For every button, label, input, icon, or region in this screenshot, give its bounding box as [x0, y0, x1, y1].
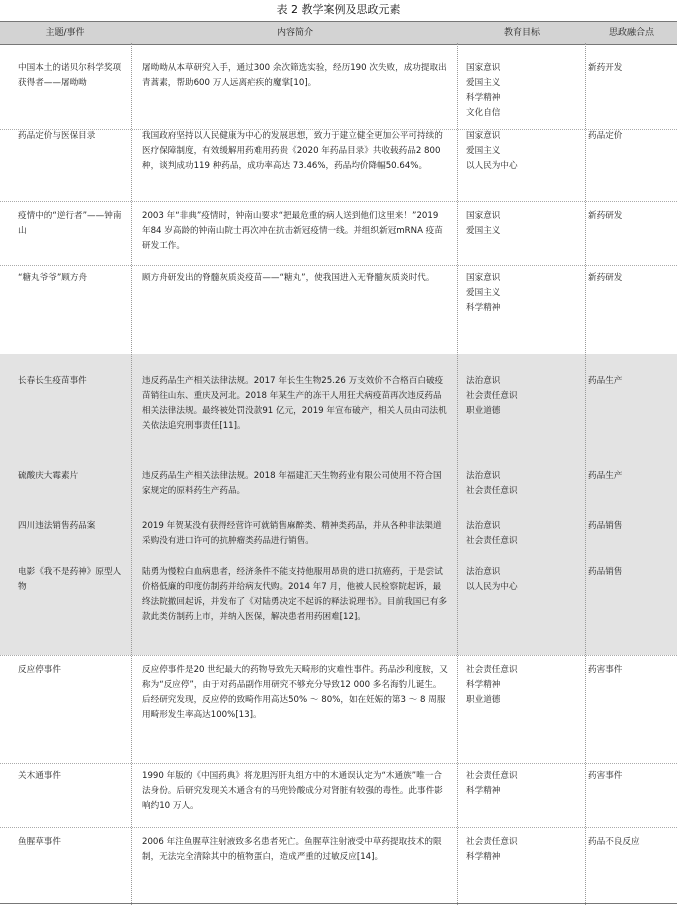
cell-topic: 疫情中的“逆行者”——钟南山: [18, 211, 122, 236]
cell-topic: 药品定价与医保目录: [18, 131, 96, 141]
cell-point: 药品生产: [588, 376, 623, 386]
cell-point: 新药研发: [588, 273, 623, 283]
cell-goal: 法治意识 社会责任意识: [466, 471, 518, 496]
cell-point: 新药研发: [588, 211, 623, 221]
cell-goal: 社会责任意识 科学精神: [466, 837, 518, 862]
header-content: 内容简介: [276, 28, 313, 38]
cell-point: 药品销售: [588, 521, 623, 531]
row-divider: [0, 655, 677, 656]
cell-topic: 电影《我不是药神》原型人物: [18, 567, 122, 592]
header-point: 思政融合点: [608, 28, 654, 38]
cell-topic: 长春长生疫苗事件: [18, 376, 87, 386]
cell-content: 违反药品生产相关法律法规。2018 年福建汇天生物药业有限公司使用不符合国家规定的原料药生产药品。: [142, 471, 442, 496]
cell-content: 我国政府坚持以人民健康为中心的发展思想，致力于建立健全更加公平可持续的医疗保障制度，有效缓解用药难用药贵《2020 年药品目录》共收载药品2 800 种，谈判成功119 种药品，成功率高达 73.46%，药品均价降幅50.64%。: [142, 131, 443, 171]
cell-topic: 鱼腥草事件: [18, 837, 61, 847]
table-row: [0, 461, 677, 511]
cell-goal: 国家意识 爱国主义: [466, 211, 501, 236]
row-divider: [0, 763, 677, 764]
table-row: [0, 663, 677, 763]
cell-content: 屠呦呦从本草研究入手，通过300 余次筛选实验，经历190 次失败，成功提取出青蒿素，帮助600 万人远离疟疾的魔掌[10]。: [142, 63, 447, 88]
header-goal: 教育目标: [503, 28, 540, 38]
cell-goal: 国家意识 爱国主义 科学精神: [466, 273, 501, 313]
cell-topic: 硫酸庆大霉素片: [18, 471, 79, 481]
cell-goal: 国家意识 爱国主义 科学精神 文化自信: [466, 63, 501, 118]
cell-content: 1990 年版的《中国药典》将龙胆泻肝丸组方中的木通误认定为“木通族”唯一合法身份。后研究发现关木通含有的马兜铃酸成分对肾脏有较强的毒性。此事件影响约10 万人。: [142, 771, 443, 811]
cell-point: 药害事件: [588, 771, 623, 781]
cell-topic: 中国本土的诺贝尔科学奖项获得者——屠呦呦: [18, 63, 122, 88]
cell-goal: 法治意识 以人民为中心: [466, 567, 518, 592]
cell-content: 2019 年贺某没有获得经营许可就销售麻醉类、精神类药品，并从各种非法渠道采购没有进口许可的抗肿瘤类药品进行销售。: [142, 521, 442, 546]
cell-point: 药品不良反应: [588, 837, 640, 847]
cell-topic: 关木通事件: [18, 771, 61, 781]
cell-goal: 社会责任意识 科学精神: [466, 771, 518, 796]
table-row: [0, 129, 677, 207]
cell-content: 顾方舟研发出的脊髓灰质炎疫苗——“糖丸”，使我国进入无脊髓灰质炎时代。: [142, 273, 435, 283]
cell-content: 2006 年注鱼腥草注射液致多名患者死亡。鱼腥草注射液受中草药提取技术的限制，无法完全清除其中的植物蛋白，造成严重的过敏反应[14]。: [142, 837, 442, 862]
cell-content: 反应停事件是20 世纪最大的药物导致先天畸形的灾难性事件。药品沙利度胺，又称为“反应停”，由于对药品副作用研究不够充分导致12 000 多名海豹儿诞生。后经研究发现，反应停的致畸作用高达50% ～ 80%，如在妊娠的第3 ～ 8 周服用畸形发生率高达100%[13]。: [142, 665, 448, 720]
cell-goal: 法治意识 社会责任意识: [466, 521, 518, 546]
table-row: [0, 209, 677, 265]
table-row: [0, 557, 677, 655]
column-divider: [131, 43, 132, 905]
column-divider: [585, 43, 586, 905]
header-topic: 主题/事件: [45, 28, 85, 38]
cell-point: 药品定价: [588, 131, 623, 141]
table-caption: 表 2 教学案例及思政元素: [276, 3, 401, 16]
cell-topic: “糖丸爷爷”顾方舟: [18, 273, 88, 283]
table-row: [0, 835, 677, 895]
cell-content: 2003 年“非典”疫情时，钟南山要求“把最危重的病人送到他们这里来！”2019 年84 岁高龄的钟南山院士再次冲在抗击新冠疫情一线。并组织新冠mRNA 疫苗研发工作。: [142, 211, 443, 251]
cell-point: 药品生产: [588, 471, 623, 481]
row-divider: [0, 265, 677, 266]
cell-content: 陆勇为慢粒白血病患者，经济条件不能支持他服用昂贵的进口抗癌药，于是尝试价格低廉的印度仿制药并给病友代购。2014 年7 月，他被人民检察院起诉，最终法院撤回起诉，并发布了《对陆勇决定不起诉的释法说理书》。目前我国已有多款此类仿制药上市，并纳入医保，解决患者用药困难[12]。: [142, 567, 448, 622]
column-divider: [457, 43, 458, 905]
cell-goal: 法治意识 社会责任意识 职业道德: [466, 376, 518, 416]
cell-topic: 四川违法销售药品案: [18, 521, 96, 531]
cell-point: 药害事件: [588, 665, 623, 675]
table-row: [0, 354, 677, 461]
cell-point: 新药开发: [588, 63, 623, 73]
table-header: [0, 21, 677, 45]
table-row: [0, 769, 677, 825]
cell-goal: 社会责任意识 科学精神 职业道德: [466, 665, 518, 705]
row-divider: [0, 201, 677, 202]
cell-content: 违反药品生产相关法律法规。2017 年长生生物25.26 万支效价不合格百白破疫苗销往山东、重庆及河北。2018 年某生产的冻干人用狂犬病疫苗再次违反药品相关法律法规。最终被处罚没款91 亿元，2019 年宣布破产，相关人员由司法机关依法追究刑事责任[11]。: [142, 376, 447, 431]
cell-topic: 反应停事件: [18, 665, 61, 675]
table-row: [0, 511, 677, 557]
cell-goal: 国家意识 爱国主义 以人民为中心: [466, 131, 518, 171]
row-divider: [0, 827, 677, 828]
table-bottom-rule: [0, 903, 677, 904]
cell-point: 药品销售: [588, 567, 623, 577]
table-row: [0, 271, 677, 353]
